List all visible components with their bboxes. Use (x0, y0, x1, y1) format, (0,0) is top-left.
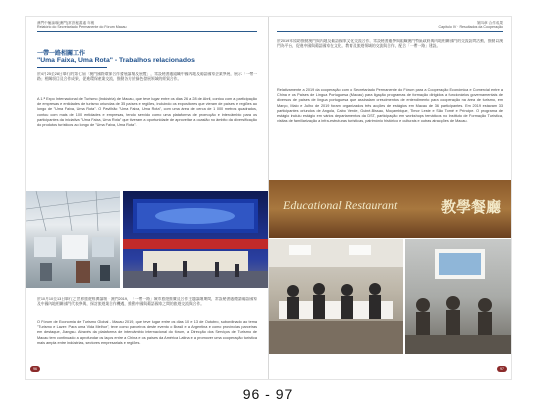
section-title-pt: "Uma Faixa, Uma Rota" - Trabalhos relacionados (37, 57, 195, 64)
expo-hall-photo (26, 191, 120, 288)
restaurant-sign-photo (269, 180, 511, 238)
paragraph-zh-3: 於2019年協助推動澳門與內地及葡語國家文化交流合作，常設秘書處參與組織澳門特區政府與內地相關部門的交流訪問活動，推動以澳門為平台，促進中國與葡語國家在文化、教育及旅遊領域的交流與合作，配合「一帶一路」建設。 (277, 39, 503, 49)
book-spread (26, 17, 511, 379)
right-header (438, 21, 503, 30)
sign-text-zh: 教學餐廳 (441, 199, 502, 216)
page-range-label: 96 - 97 (242, 386, 294, 402)
right-header-zh: 第四章 合作成果 (476, 21, 503, 25)
left-header (37, 21, 127, 30)
right-header-rule (277, 31, 503, 32)
section-title-zh: 一帶一路相關工作 (37, 51, 86, 57)
paragraph-zh-2: 於10月10至13日舉行之世界旅遊經濟論壇‧澳門2019，「一帶一路」城市旅遊推廣及合作主題論壇期間，常設秘書處邀請葡語國家及中國內地相關部門代表參與，探討旅遊業合作機遇，推動中國與葡語國家之間的旅遊交流與合作。 (37, 297, 257, 307)
left-header-zh: 澳門中葡論壇(澳門)常設秘書處 年報 (37, 21, 95, 25)
left-header-rule (37, 31, 257, 32)
page-number-right: 97 (497, 366, 507, 372)
paragraph-pt-2: O Fórum de Economia de Turismo Global - Macau 2019, que teve lugar entre os dias 10 e 13 de Outubro, subordinado ao tema "Turismo e Lazer: Para uma Vida Melhor", teve como parceiros deste evento o Brasil e a Argentina e como províncias parceiras em destaque, Jiangsu. Através da plataforma de intercâmbio internacional do fórum, a Direcção dos Serviços de Turismo de Macau tem continuado a aprofundar os laços entre a China e os países da América Latina e a promover uma cooperação turística mais ampla entre indústrias, sectores empresariais e regiões. (37, 320, 257, 345)
left-header-pt: Relatório do Secretariado Permanente do Fórum Macau (37, 25, 127, 30)
right-header-pt: Capítulo IV · Resultados da Cooperação (438, 25, 503, 30)
left-page (26, 17, 268, 379)
paragraph-pt-3: Relativamente a 2019 da cooperação com o Secretariado Permanente do Fórum para a Cooperação Económica e Comercial entre a China e os Países de Língua Portuguesa (Macau) para ligação programas de formação dirigidos a funcionários governamentais de diversos de países de língua portuguesa que assinalam crescimentos de entendimento para cooperação na área de turismo, em Março, Maio e Julho de 2019 foram organizados três acções de estágios em Macau de 36 participantes. Em 2019 estavam 33 participantes oriundos de Angola, Cabo Verde, Guiné-Bissau, Moçambique, Timor Leste e São Tomé e Príncipe. O programa de estágio incluiu estágio em vários departamentos da DST, participação em workshops temáticos no Instituto de Formação Turística, visitas de familiarização a infra-estruturas turísticas, património histórico e culturais e outras atracções de Macau. (277, 88, 503, 124)
right-page (269, 17, 511, 379)
paragraph-zh-1: 於4月25至28日舉行的第七屆「澳門國際環保合作發展論壇及展覽」，常設秘書處組織中國內地及葡語國家企業參展，展示「一帶一路」相關項目及合作成果，促進環保產業交流，推動各方於綠色發展領域的經貿合作。 (37, 72, 257, 82)
dining-room-photo (269, 239, 403, 354)
page-number-left: 96 (30, 366, 40, 372)
title-underline (37, 67, 107, 68)
page-range-caption (0, 386, 536, 404)
classroom-photo (405, 239, 511, 354)
paragraph-pt-1: A 1.ª Expo Internacional de Turismo (Indústria) de Macau, que teve lugar entre os dias 26 a 28 de Abril, contou com a participação de empresas e entidades de turismo oriundas de 35 países e regiões, incluindo os expositores que vieram de países e regiões ao longo de "Uma Faixa, Uma Rota". O Pavilhão "Uma Faixa, Uma Rota", com uma área de cerca de 1 000 metros quadrados, contou com mais de 100 entidades e empresas, tendo servido como uma plataforma de promoção e intercâmbio para os participantes da iniciativa "Uma Faixa, Uma Rota" que tiveram a oportunidade de aproveitar a ocasião no âmbito da diversificação do produtos turísticos ao longo de "Uma Faixa, Uma Rota". (37, 97, 257, 128)
pavilion-photo (123, 191, 268, 288)
sign-text-en: Educational Restaurant (283, 198, 398, 212)
